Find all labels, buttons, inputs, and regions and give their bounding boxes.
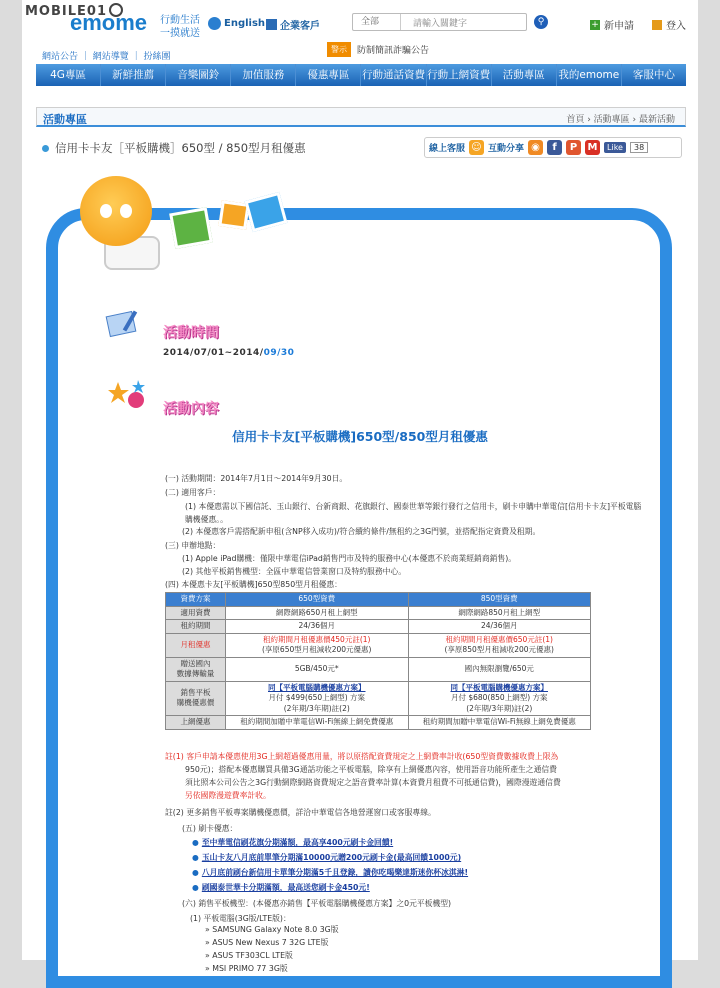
sub-links[interactable]: 網站公告 ｜ 網站導覽 ｜ 扮絲團 [42,52,171,62]
online-service-link[interactable]: 線上客服 [429,144,466,154]
nav-item[interactable]: 音樂圖鈴 [166,64,231,86]
table-label: 贈送國內 數據傳輸量 [166,657,226,681]
model-item: » MSI PRIMO 77 3G版 [205,964,288,973]
content-line: (一) 活動期間：2014年7月1日～2014年9月30日。 [165,474,348,483]
promo-link[interactable]: ● 刷國泰世華卡分期滿額，最高送您刷卡金450元! [192,881,370,894]
table-label: 上網優惠 [166,716,226,730]
note-line: 註(2) 更多銷售平板專案購機優惠價，詳洽中華電信各地營運窗口或客服專線。 [165,808,436,817]
content-line: (1) Apple iPad購機：僅限中華電信iPad銷售門市及特約服務中心(本優惠不於商業經銷商銷售)。 [182,554,517,563]
english-link[interactable]: English [208,17,265,30]
content-line: (二) 適用客戶： [165,488,221,497]
register-link[interactable]: + 新申請 [591,19,634,32]
rss-icon[interactable]: ◉ [528,140,543,155]
table-cell: 網際網路850月租上網型 [408,606,591,620]
section-title: 活動專區 [43,113,87,126]
tablet-plan-link[interactable]: 同【平板電腦購機優惠方案】 [450,682,548,692]
table-label: 銷售平板 購機優惠價 [166,681,226,716]
enterprise-link[interactable]: 企業客戶 [266,17,320,32]
content-line: (1) 本優惠需以下國信託、玉山銀行、台新商銀、花旗銀行、國泰世華等銀行發行之信用卡，刷卡申購中華電信[信用卡卡友]平板電腦購機優惠。。 [185,502,642,524]
search-box[interactable] [352,13,527,31]
contact-icon [169,207,213,249]
breadcrumb[interactable]: 首頁 › 活動專區 › 最新活動 [566,115,675,125]
tablet-plan-link[interactable]: 同【平板電腦購機優惠方案】 [268,682,366,692]
page-title: 信用卡卡友［平板購機］650型 / 850型月租優惠 [42,140,306,156]
table-cell: 租約期間月租優惠價450元註(1) (享原650型月租減收200元優惠) [226,633,409,657]
plus-icon: + [591,19,599,30]
building-icon [266,19,277,30]
notice-link[interactable]: 防制簡訊詐騙公告 [357,46,430,56]
table-cell: 同【平板電腦購機優惠方案】 月付 $499(650上網型) 方案 (2年期/3年期)註(2) [226,681,409,716]
nav-item[interactable]: 我的emome [557,64,622,86]
like-count: 38 [630,142,648,153]
watermark: MOBILE01 [22,0,162,24]
bullet-icon [42,145,49,152]
nav-item[interactable]: 4G專區 [36,64,101,86]
model-item: » ASUS New Nexus 7 32G LTE版 [205,938,329,947]
note-line: 另依國際漫遊費率計收。 [185,791,271,800]
nav-item[interactable]: 行動上網資費 [427,64,492,86]
share-bar [424,137,682,158]
nav-item[interactable]: 行動通話資費 [361,64,426,86]
table-header: 資費方案 [166,593,226,607]
slogan: 行動生活 一摸就送 [160,15,200,39]
nav-item[interactable]: 優惠專區 [296,64,361,86]
globe-icon [208,17,221,30]
main-nav [36,64,686,86]
like-button[interactable]: Like [604,142,626,153]
table-label: 租約期間 [166,620,226,634]
promo-link[interactable]: ● 八月底前刷台新信用卡單筆分期滿5千且登錄，讀你吃喝樂達斯迷你杯冰淇淋! [192,866,468,879]
table-cell: 國內無限瀏覽/650元 [408,657,591,681]
note-line: 950元)；搭配本優惠購買具備3G通話功能之平板電腦，除享有上網優惠內容，使用語音功能所產生之通信費 [185,765,557,774]
section-line: (五) 刷卡優惠： [182,824,238,833]
promo-link[interactable]: ● 玉山卡友八月底前單筆分期滿10000元贈200元刷卡金(最高回饋1000元) [192,851,461,864]
table-header: 850型資費 [408,593,591,607]
table-cell: 租約期間月租優惠價650元註(1) (享原850型月租減收200元優惠) [408,633,591,657]
page [22,0,698,973]
nav-item[interactable]: 加值服務 [231,64,296,86]
content-line: (2) 本優惠客戶需搭配新申租(含NP移入成功)/符合續約條件/無租約之3G門號，並搭配指定資費及租期。 [182,527,541,536]
search-input[interactable]: 請輸入關鍵字 [413,18,468,29]
table-label: 月租優惠 [166,633,226,657]
facebook-icon[interactable]: f [547,140,562,155]
mascot-icon: ☺ [469,140,484,155]
search-button[interactable]: ⚲ [534,15,548,29]
activity-date: 2014/07/01~2014/09/30 [163,348,295,358]
nav-item[interactable]: 新鮮推薦 [101,64,166,86]
memo-icon [102,308,142,342]
promo-link[interactable]: ● 至中華電信刷花旗分期滿額，最高享400元刷卡金回饋! [192,836,393,849]
emome-logo[interactable]: emome [70,10,148,35]
table-cell: 24/36個月 [226,620,409,634]
share-label: 互動分享 [488,144,525,154]
table-cell: 網際網路650月租上網型 [226,606,409,620]
activity-time-title: 活動時間 [163,325,219,341]
pricing-table [165,592,591,730]
table-cell: 同【平板電腦購機優惠方案】 月付 $680(850上網型) 方案 (2年期/3年期)註(2) [408,681,591,716]
section-line: (六) 銷售平板機型：(本優惠亦銷售【平板電腦購機優惠方案】之0元平板機型) [182,899,452,908]
nav-item[interactable]: 客服中心 [632,69,675,81]
party-icon [108,378,148,412]
content-line: (2) 其他平板銷售機型：全區中華電信營業窗口及特約服務中心。 [182,567,407,576]
content-line: (三) 申辦地點： [165,541,221,550]
search-scope-select[interactable]: 全部 [353,14,401,30]
note-line: 須比照本公司公告之3G行動網際網路資費規定之語音費率計算(本資費月租費不可抵通信費)，國際漫遊通信費 [185,778,561,787]
mascot-icon [80,176,152,246]
alert-badge: 警示 [327,42,351,57]
plurk-icon[interactable]: P [566,140,581,155]
model-item: » SAMSUNG Galaxy Note 8.0 3G版 [205,925,339,934]
activity-content-title: 活動內容 [163,401,219,417]
table-label: 適用資費 [166,606,226,620]
section-line: (1) 平板電腦(3G版/LTE版)： [190,914,291,923]
table-cell: 租約期間加贈中華電信Wi-Fi無線上網免費優惠 [226,716,409,730]
gmail-icon[interactable]: M [585,140,600,155]
table-header: 650型資費 [226,593,409,607]
section-bar [36,107,686,127]
model-item: » ASUS TF303CL LTE版 [205,951,293,960]
login-icon [652,20,662,30]
note-line: 註(1) 客戶申請本優惠使用3G上網超過優惠用量，將以原搭配資費規定之上網費率計收(650型資費數據收費上限為 [165,752,559,761]
nav-item[interactable]: 活動專區 [492,64,557,86]
table-cell: 租約期間加贈中華電信Wi-Fi無線上網免費優惠 [408,716,591,730]
headline: 信用卡卡友[平板購機]650型/850型月租優惠 [232,429,488,444]
login-link[interactable]: 登入 [652,17,686,32]
content-line: (四) 本優惠卡友[平板購機]650型850型月租優惠： [165,580,342,589]
table-cell: 5GB/450元* [226,657,409,681]
table-cell: 24/36個月 [408,620,591,634]
